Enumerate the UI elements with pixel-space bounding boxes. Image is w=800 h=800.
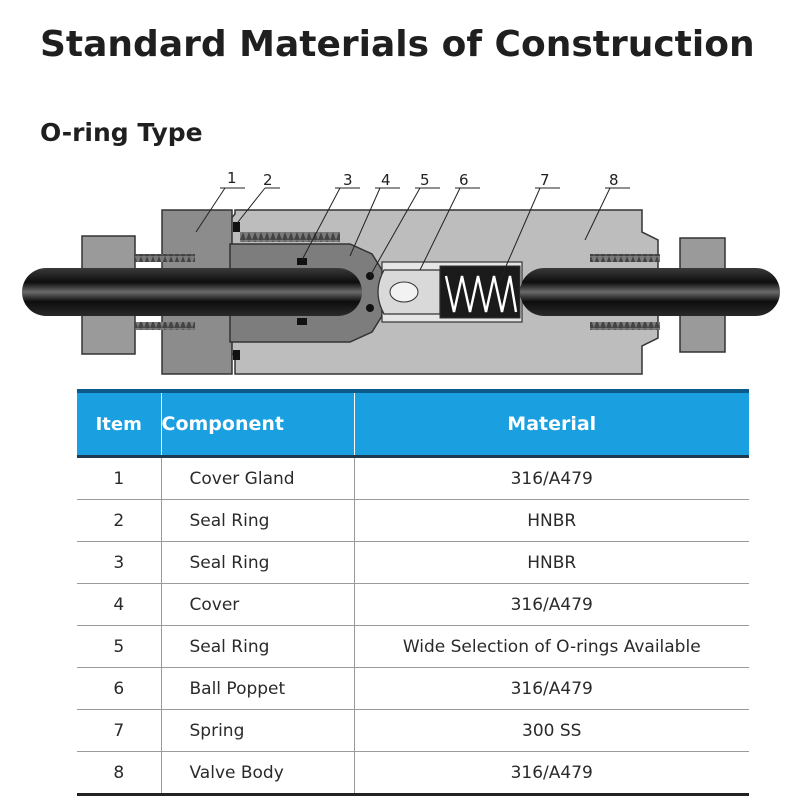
callout-8: 8	[609, 171, 619, 189]
callout-3: 3	[343, 171, 353, 189]
cell-item: 5	[77, 626, 161, 668]
section-subtitle: O-ring Type	[40, 118, 203, 147]
header-material: Material	[354, 391, 749, 457]
cell-material: Wide Selection of O-rings Available	[354, 626, 749, 668]
callout-1: 1	[227, 169, 237, 187]
table-row	[77, 668, 749, 710]
cell-material: 316/A479	[354, 457, 749, 500]
table-row	[77, 752, 749, 795]
cell-item: 6	[77, 668, 161, 710]
header-component: Component	[161, 391, 354, 457]
thread-left-bottom	[135, 322, 195, 330]
cell-component: Spring	[161, 710, 354, 752]
check-valve-diagram	[0, 160, 800, 390]
seal-ring-5-bottom	[366, 304, 374, 312]
cell-material: 300 SS	[354, 710, 749, 752]
spring-housing	[440, 266, 520, 318]
header-item: Item	[77, 391, 161, 457]
thread-top	[240, 232, 340, 242]
thread-left-top	[135, 254, 195, 262]
callout-7: 7	[540, 171, 550, 189]
cell-component: Cover	[161, 584, 354, 626]
cell-component: Ball Poppet	[161, 668, 354, 710]
callout-5: 5	[420, 171, 430, 189]
left-tube	[22, 268, 362, 316]
callout-4: 4	[381, 171, 391, 189]
callout-6: 6	[459, 171, 469, 189]
thread-right-top	[590, 254, 660, 262]
cell-item: 3	[77, 542, 161, 584]
table-row	[77, 542, 749, 584]
cell-component: Cover Gland	[161, 457, 354, 500]
cell-item: 4	[77, 584, 161, 626]
cell-component: Valve Body	[161, 752, 354, 795]
cell-material: HNBR	[354, 542, 749, 584]
cell-material: 316/A479	[354, 584, 749, 626]
page-title: Standard Materials of Construction	[40, 24, 755, 65]
cell-component: Seal Ring	[161, 542, 354, 584]
cell-material: 316/A479	[354, 752, 749, 795]
cell-item: 8	[77, 752, 161, 795]
callout-2: 2	[263, 171, 273, 189]
materials-table	[77, 389, 749, 796]
cell-item: 2	[77, 500, 161, 542]
cell-item: 1	[77, 457, 161, 500]
right-tube	[520, 268, 780, 316]
cell-component: Seal Ring	[161, 500, 354, 542]
table-header-row	[77, 391, 749, 457]
table-row	[77, 626, 749, 668]
cell-material: HNBR	[354, 500, 749, 542]
table-row	[77, 457, 749, 500]
seal-ring-2-top	[233, 222, 240, 232]
cell-material: 316/A479	[354, 668, 749, 710]
thread-right-bottom	[590, 322, 660, 330]
seal-ring-3-bottom	[297, 318, 307, 325]
cell-component: Seal Ring	[161, 626, 354, 668]
table-row	[77, 710, 749, 752]
seal-ring-2-bottom	[233, 350, 240, 360]
table-row	[77, 584, 749, 626]
table-row	[77, 500, 749, 542]
cell-item: 7	[77, 710, 161, 752]
